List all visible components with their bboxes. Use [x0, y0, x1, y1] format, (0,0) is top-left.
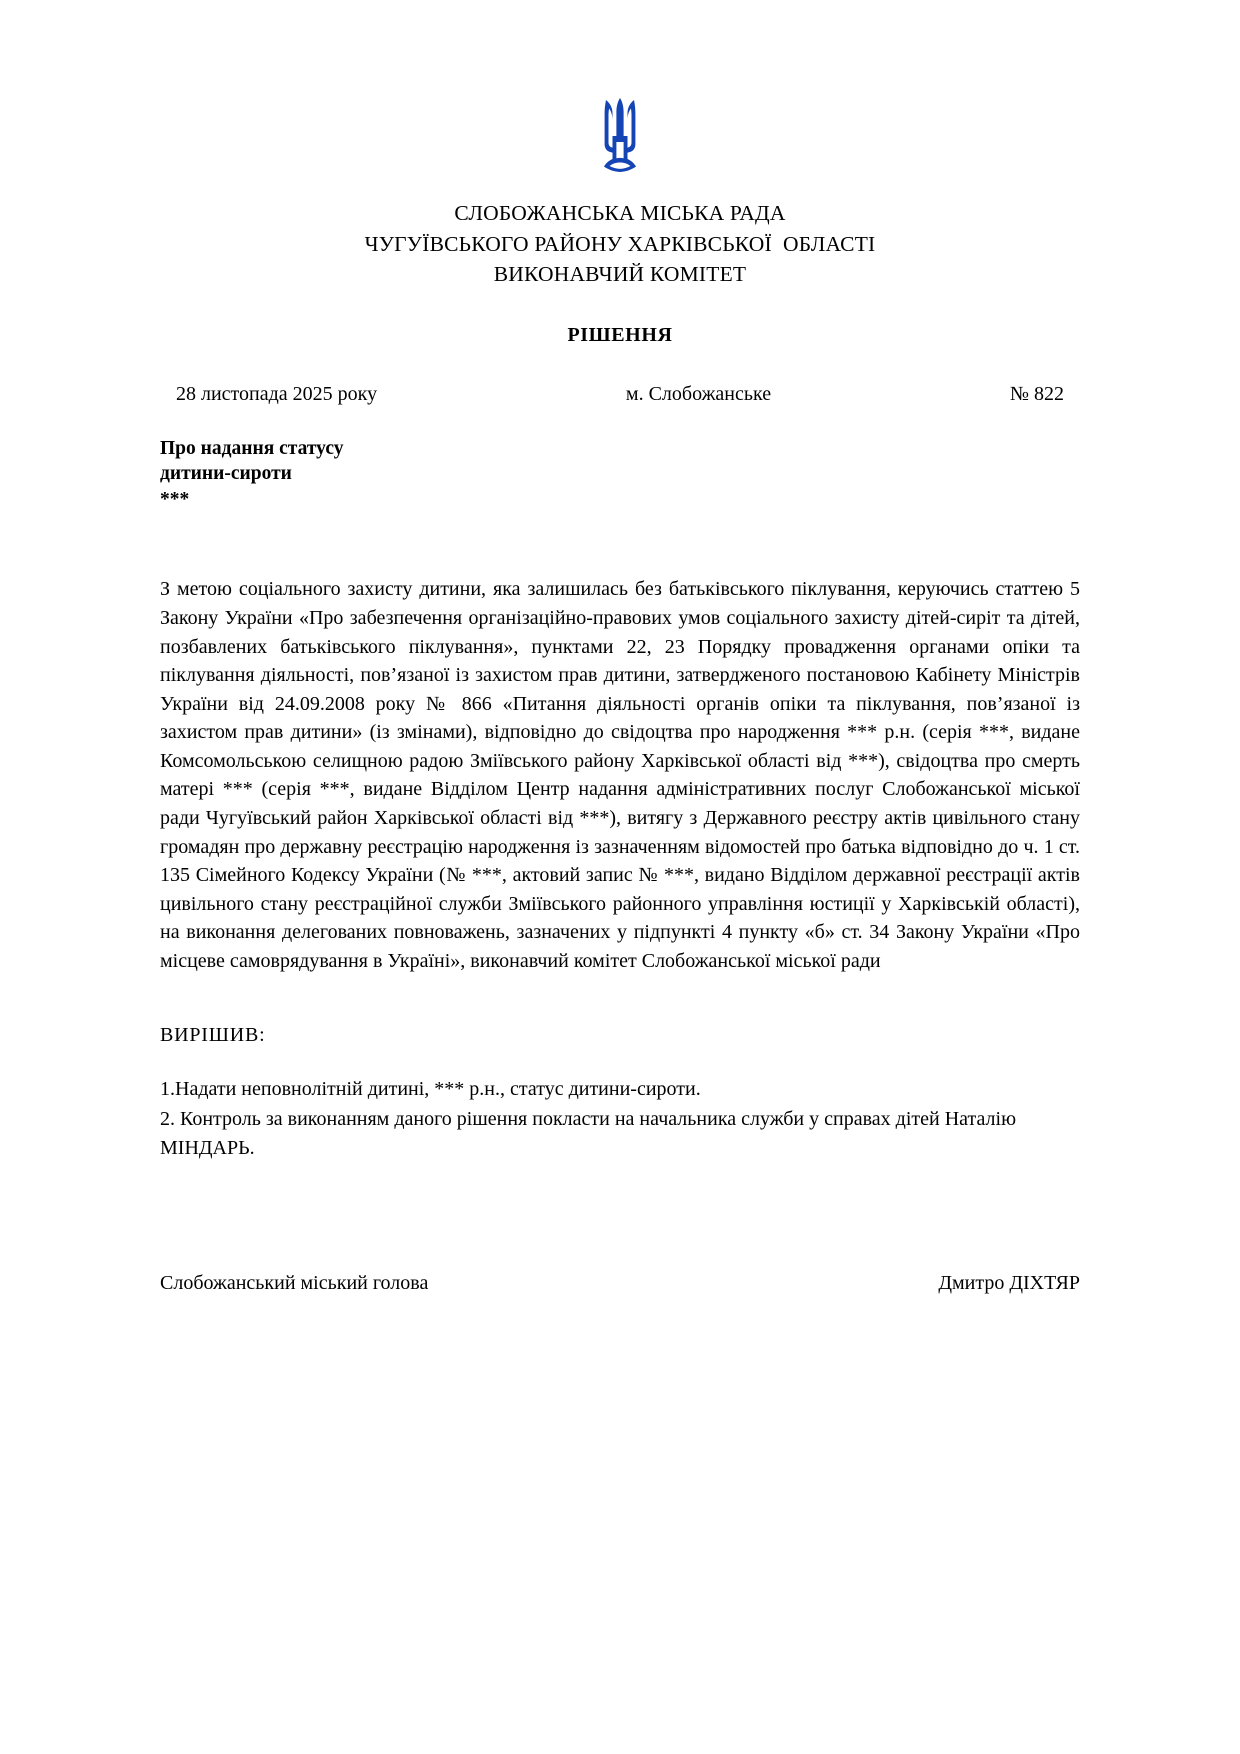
- signatory-position: Слобожанський міський голова: [160, 1272, 429, 1294]
- org-line-1: СЛОБОЖАНСЬКА МІСЬКА РАДА: [454, 201, 786, 225]
- page-title-line-2: дитини-сироти: [160, 463, 292, 485]
- decision-keyword: ВИРІШИВ:: [160, 1023, 266, 1046]
- org-line-2: ЧУГУЇВСЬКОГО РАЙОНУ ХАРКІВСЬКОЇ ОБЛАСТІ: [364, 231, 876, 256]
- document-date: 28 листопада 2025 року: [176, 382, 378, 405]
- org-line-3: ВИКОНАВЧИЙ КОМІТЕТ: [493, 262, 747, 287]
- signatory-name: Дмитро ДІХТЯР: [938, 1272, 1080, 1294]
- ukraine-trident-emblem: [0, 96, 1240, 182]
- document-meta-row: [0, 383, 1240, 406]
- page-title-line-1: Про надання статусу: [160, 437, 344, 459]
- document-number: № 822: [1009, 382, 1064, 405]
- document-title: [0, 436, 1240, 514]
- organization-header: [0, 198, 1240, 290]
- document-body-paragraph: З метою соціального захисту дитини, яка залишилась без батьківського піклування, керуючись статтею 5 Закону України «Про забезпечення організаційно-правових умов соціального захисту дітей-сиріт та дітей, позбавлених батьківського піклування», пунктами 22, 23 Порядку провадження органами опіки та піклування діяльності, пов’язаної із захистом прав дитини, затвердженого постановою Кабінету Міністрів України від 24.09.2008 року № 866 «Питання діяльності органів опіки та піклування, пов’язаної із захистом прав дитини» (із змінами), відповідно до свідоцтва про народження *** р.н. (серія ***, видане Комсомольською селищною радою Зміївського району Харківської області від ***), свідоцтва про смерть матері *** (серія ***, видане Відділом Центр надання адміністративних послуг Слобожанської міської ради Чугуївський район Харківської області від ***), витягу з Державного реєстру актів цивільного стану громадян про державну реєстрацію народження із зазначенням відомостей про батька відповідно до ч. 1 ст. 135 Сімейного Кодексу України (№ ***, актовий запис № ***, видано Відділом державної реєстрації актів цивільного стану реєстраційної служби Зміївського районного управління юстиції у Харківській області), на виконання делегованих повноважень, зазначених у підпункті 4 пункту «б» ст. 34 Закону України «Про місцеве самоврядування в Україні», виконавчий комітет Слобожанської міської ради: [160, 578, 1080, 973]
- decision-items: [0, 1075, 1240, 1163]
- document-place: м. Слобожанське: [625, 382, 772, 405]
- document-kind: РІШЕННЯ: [567, 323, 673, 346]
- signature-row: [160, 1272, 1080, 1295]
- decision-item-1: 1.Надати неповнолітній дитині, *** р.н., статус дитини-сироти.: [160, 1077, 701, 1100]
- page-title-line-3: ***: [160, 489, 190, 511]
- decision-item-2: 2. Контроль за виконанням даного рішення покласти на начальника служби у справах дітей Наталію МІНДАРЬ.: [160, 1108, 1017, 1159]
